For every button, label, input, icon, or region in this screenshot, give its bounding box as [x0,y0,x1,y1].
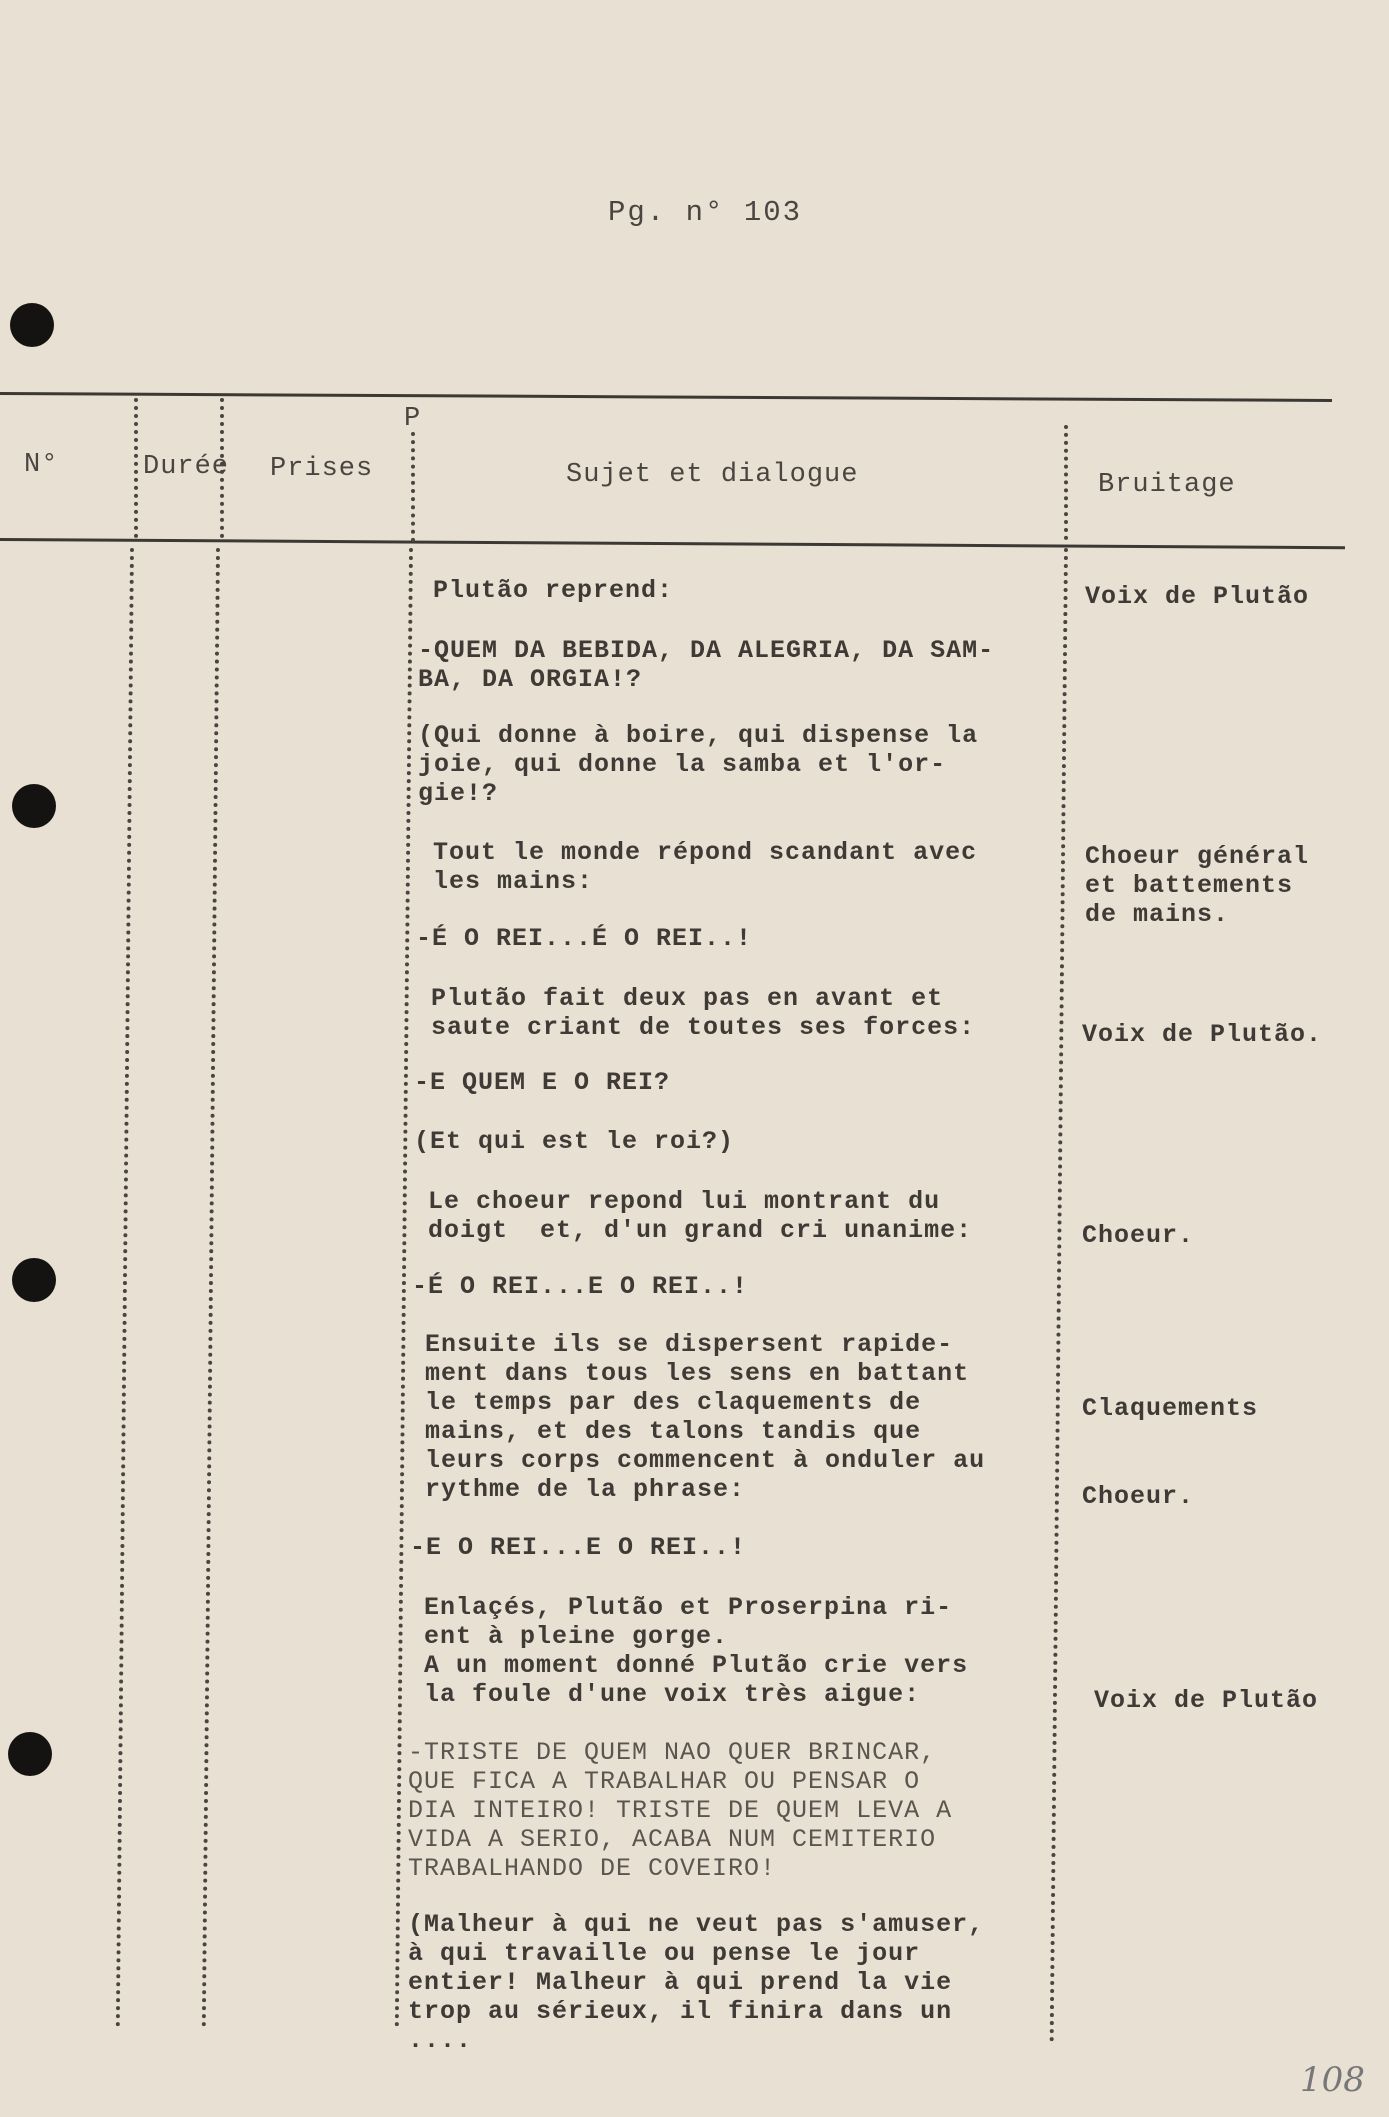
column-separator [1064,425,1068,540]
header-p-mark: P [404,404,422,434]
dialogue-block: Le choeur repond lui montrant du doigt et, d'un grand cri unanime: [428,1187,973,1245]
header-bruitage: Bruitage [1098,470,1236,500]
dialogue-block: Enlaçés, Plutão et Proserpina ri- ent à pleine gorge. A un moment donné Plutão crie vers la foule d'une voix très aigue: [424,1593,969,1709]
column-separator [134,398,138,538]
dialogue-block: -É O REI...E O REI..! [412,1272,749,1301]
dialogue-block: Tout le monde répond scandant avec les mains: [433,838,978,896]
punch-hole [10,303,54,347]
sound-cue: Choeur. [1082,1221,1195,1250]
column-separator [220,398,224,538]
sound-cue: Voix de Plutão [1094,1686,1319,1715]
sound-cue: Voix de Plutão. [1082,1020,1323,1049]
dialogue-block: -QUEM DA BEBIDA, DA ALEGRIA, DA SAM- BA, DA ORGIA!? [418,636,995,694]
dialogue-block: Plutão fait deux pas en avant et saute criant de toutes ses forces: [431,984,976,1042]
dialogue-block: (Malheur à qui ne veut pas s'amuser, à qui travaille ou pense le jour entier! Malheur à qui prend la vie trop au sérieux, il finira dans un .... [408,1910,985,2055]
column-separator [1050,548,1068,2043]
dialogue-block: -É O REI...É O REI..! [416,924,753,953]
header-no: N° [24,450,59,480]
header-duree: Durée [143,452,230,482]
column-separator [202,548,220,2028]
punch-hole [12,1258,56,1302]
header-bottom-rule [0,538,1345,549]
dialogue-block: -E QUEM E O REI? [414,1068,671,1097]
punch-hole [8,1732,52,1776]
sound-cue: Voix de Plutão [1085,582,1310,611]
sound-cue: Claquements [1082,1394,1259,1423]
column-separator [411,432,415,542]
dialogue-block: (Qui donne à boire, qui dispense la joie, qui donne la samba et l'or- gie!? [418,721,979,808]
sound-cue: Choeur général et battements de mains. [1085,842,1310,929]
header-sujet: Sujet et dialogue [566,460,859,490]
header-prises: Prises [270,454,374,484]
dialogue-block: -E O REI...E O REI..! [410,1533,747,1562]
page-number: Pg. n° 103 [608,196,803,229]
dialogue-block: Plutão reprend: [433,576,674,605]
column-separator [116,548,134,2028]
dialogue-block: -TRISTE DE QUEM NAO QUER BRINCAR, QUE FICA A TRABALHAR OU PENSAR O DIA INTEIRO! TRISTE DE QUEM LEVA A VIDA A SERIO, ACABA NUM CEMITERIO TRABALHANDO DE COVEIRO! [408,1738,953,1883]
header-top-rule [0,392,1332,402]
dialogue-block: Ensuite ils se dispersent rapide- ment dans tous les sens en battant le temps par des claquements de mains, et des talons tandis que leurs corps commencent à onduler au rythme de la phrase: [425,1330,986,1504]
dialogue-block: (Et qui est le roi?) [414,1127,735,1156]
handwritten-page-number: 108 [1300,2060,1365,2100]
sound-cue: Choeur. [1082,1482,1195,1511]
punch-hole [12,784,56,828]
